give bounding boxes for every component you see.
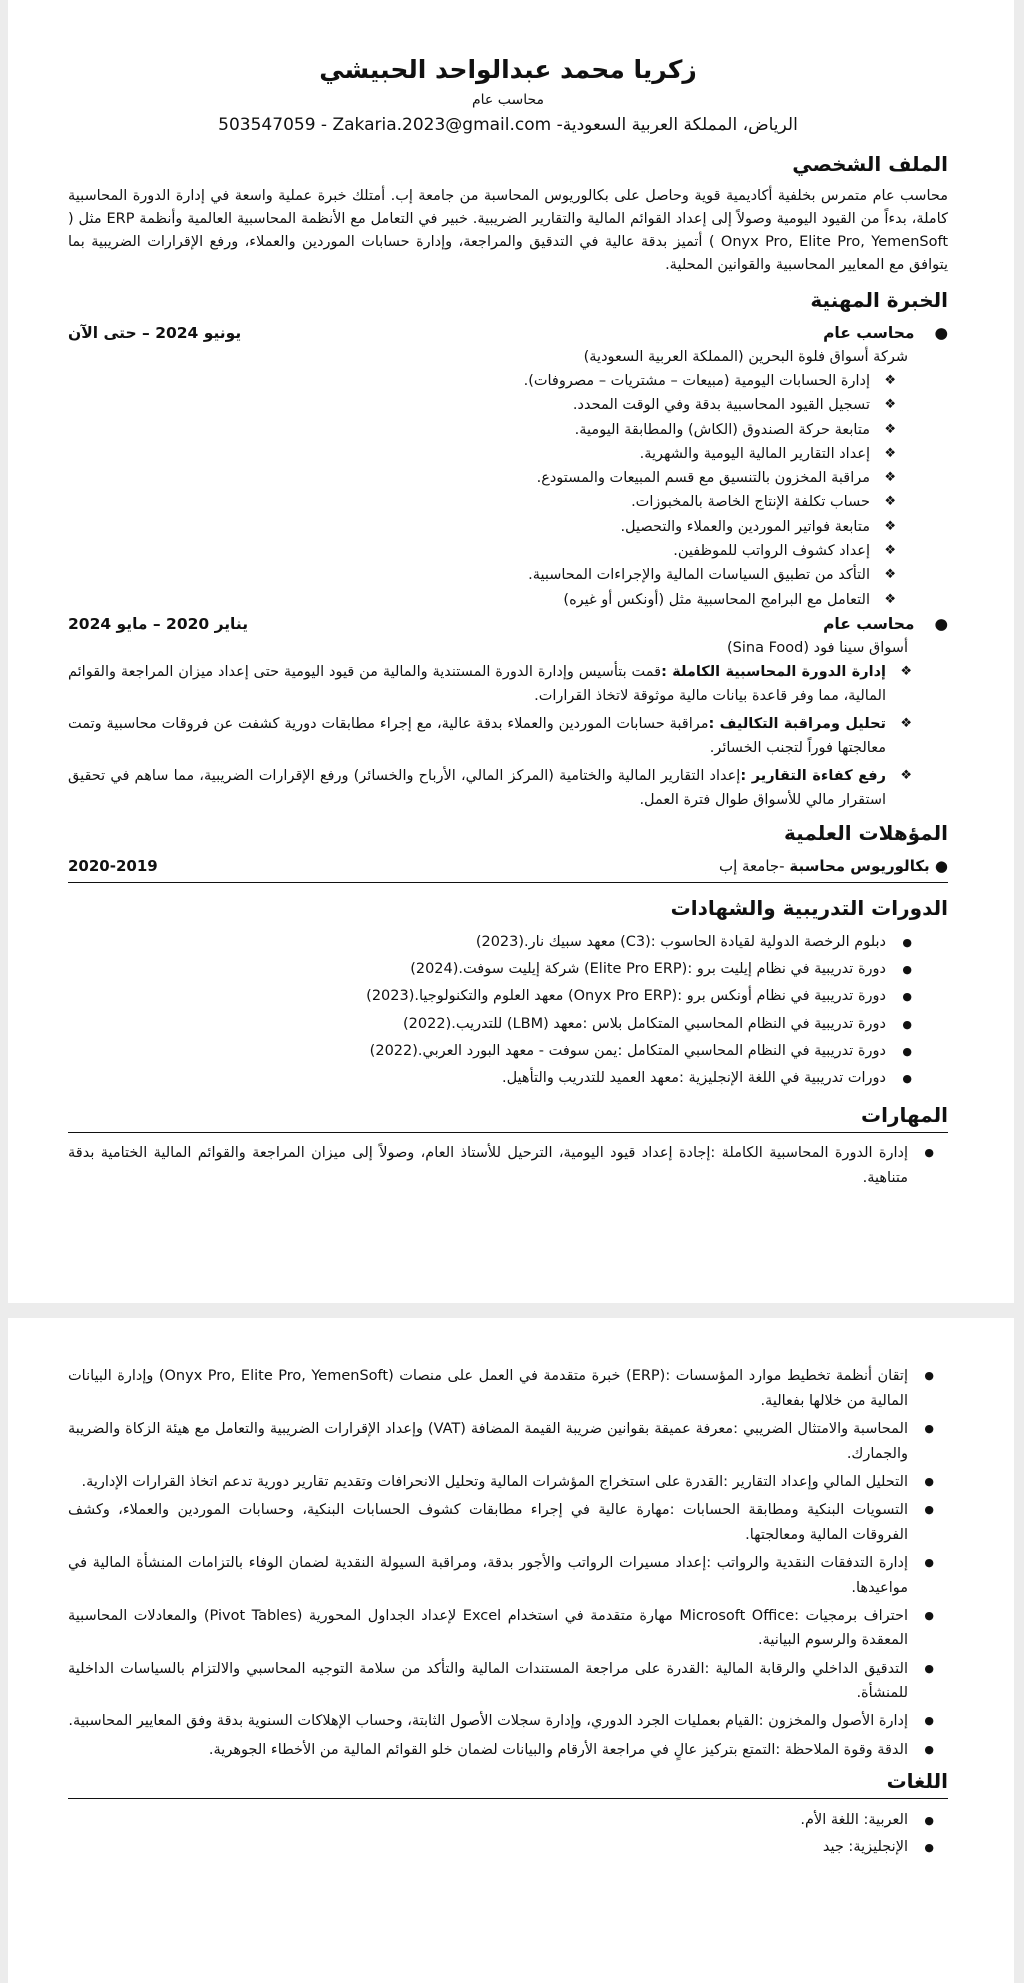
- contact-line: 503547059 - Zakaria.2023@gmail.com -الرياض، المملكة العربية السعودية: [218, 115, 798, 135]
- bullet-icon: ●: [924, 1369, 934, 1382]
- list-item: ❖ إدارة الدورة المحاسبية الكاملة :قمت بتأسيس وإدارة الدورة المستندية والمالية من قيود اليومية حتى إعداد ميزان المراجعة والقوائم المالية، مما وفر قاعدة بيانات مالية موثوقة لاتخاذ القرارات.: [68, 660, 886, 708]
- languages-heading: اللغات: [68, 1766, 948, 1799]
- resume-page-1: [8, 0, 1014, 1303]
- list-item: ● دورات تدريبية في اللغة الإنجليزية :معهد العميد للتدريب والتأهيل.: [68, 1065, 886, 1092]
- languages-list: [68, 1807, 948, 1861]
- experience-heading: الخبرة المهنية: [810, 288, 948, 312]
- diamond-bullet-icon: ❖: [884, 397, 896, 413]
- candidate-role: محاسب عام: [471, 92, 545, 108]
- list-item: ❖ رفع كفاءة التقارير :إعداد التقارير المالية والختامية (المركز المالي، الأرباح والخسائر) ورفع الإقرارات الضريبية، مما ساهم في تحقيق استقرار مالي للأسواق طوال فترة العمل.: [68, 764, 886, 812]
- diamond-bullet-icon: ❖: [900, 767, 912, 783]
- job-title: محاسب عام: [823, 614, 915, 633]
- diamond-bullet-icon: ❖: [884, 494, 896, 510]
- company-name: شركة أسواق فلوة البحرين (المملكة العربية السعودية): [583, 349, 908, 365]
- list-item: ● إتقان أنظمة تخطيط موارد المؤسسات :(ERP) خبرة متقدمة في العمل على منصات (Onyx Pro, Elite Pro, YemenSoft) وإدارة البيانات المالية من خلالها بفعالية.: [68, 1364, 908, 1414]
- list-item: ● احتراف برمجيات :Microsoft Office مهارة متقدمة في استخدام Excel لإعداد الجداول المحورية (Pivot Tables) والمعادلات المحاسبية المعقدة والرسوم البيانية.: [68, 1604, 908, 1654]
- list-item: ● إدارة التدفقات النقدية والرواتب :إعداد مسيرات الرواتب والأجور بدقة، ومراقبة السيولة النقدية لضمان الوفاء بالتزامات المنشأة المالية في مواعيدها.: [68, 1551, 908, 1601]
- diamond-bullet-icon: ❖: [884, 421, 896, 437]
- bullet-icon: ●: [929, 856, 948, 875]
- skills-heading: المهارات: [68, 1100, 948, 1133]
- list-item: ❖ مراقبة المخزون بالتنسيق مع قسم المبيعات والمستودع.: [68, 466, 870, 490]
- bullet-icon: ●: [924, 1502, 934, 1516]
- diamond-bullet-icon: ❖: [884, 518, 896, 534]
- diamond-bullet-icon: ❖: [884, 567, 896, 583]
- job-period: يونيو 2024 – حتى الآن: [68, 324, 242, 342]
- bullet-icon: ●: [934, 324, 948, 342]
- list-item: ● التسويات البنكية ومطابقة الحسابات :مهارة عالية في إجراء مطابقات كشوف الحسابات البنكية، وحسابات الموردين والعملاء، وكشف الفروقات المالية ومعالجتها.: [68, 1498, 908, 1548]
- list-item: ● الإنجليزية: جيد: [68, 1834, 908, 1861]
- diamond-bullet-icon: ❖: [884, 470, 896, 486]
- list-item: ❖ التأكد من تطبيق السياسات المالية والإجراءات المحاسبية.: [68, 563, 870, 587]
- bullet-icon: ●: [924, 1146, 934, 1160]
- resume-page-2: [8, 1318, 1014, 1983]
- achievements-list: [68, 660, 948, 812]
- bullet-icon: ●: [934, 614, 948, 633]
- bullet-icon: ●: [924, 1714, 934, 1728]
- skills-list-continued: [68, 1364, 948, 1762]
- bullet-icon: ●: [902, 963, 912, 977]
- bullet-icon: ●: [924, 1608, 934, 1622]
- list-item: ● التدقيق الداخلي والرقابة المالية :القدرة على مراجعة المستندات المالية والتأكد من سلامة التوجيه المحاسبي والالتزام بالسياسات الداخلية للمنشأة.: [68, 1657, 908, 1707]
- diamond-bullet-icon: ❖: [884, 445, 896, 461]
- job-header: [68, 612, 948, 636]
- list-item: ❖ متابعة حركة الصندوق (الكاش) والمطابقة اليومية.: [68, 418, 870, 442]
- bullet-icon: ●: [902, 1071, 912, 1085]
- diamond-bullet-icon: ❖: [884, 543, 896, 559]
- bullet-icon: ●: [924, 1742, 934, 1756]
- job-header: [68, 321, 948, 345]
- list-item: ● المحاسبة والامتثال الضريبي :معرفة عميقة بقوانين ضريبة القيمة المضافة (VAT) وإعداد الإقرارات الضريبية والتعامل مع هيئة الزكاة والضريبة والجمارك.: [68, 1417, 908, 1467]
- list-item: ● دورة تدريبية في نظام أونكس برو :(Onyx Pro ERP) معهد العلوم والتكنولوجيا.(2023): [68, 983, 886, 1010]
- bullet-icon: ●: [902, 990, 912, 1004]
- list-item: ❖ تحليل ومراقبة التكاليف :مراقبة حسابات الموردين والعملاء بدقة عالية، مع إجراء مطابقات دورية كشفت عن فروقات محاسبية وتمت معالجتها فوراً لتجنب الخسائر.: [68, 712, 886, 760]
- diamond-bullet-icon: ❖: [884, 591, 896, 607]
- bullet-icon: ●: [924, 1421, 934, 1435]
- candidate-name: زكريا محمد عبدالواحد الحبيشي: [319, 55, 697, 84]
- job-title: محاسب عام: [823, 324, 915, 342]
- list-item: ● إدارة الأصول والمخزون :القيام بعمليات الجرد الدوري، وإدارة سجلات الأصول الثابتة، وحساب الإهلاكات السنوية بدقة وفق المعايير المحاسبية.: [68, 1709, 908, 1734]
- list-item: ❖ إعداد كشوف الرواتب للموظفين.: [68, 539, 870, 563]
- list-item: ● دورة تدريبية في النظام المحاسبي المتكامل :يمن سوفت - معهد البورد العربي.(2022): [68, 1038, 886, 1065]
- bullet-icon: ●: [924, 1840, 934, 1854]
- list-item: ❖ إدارة الحسابات اليومية (مبيعات – مشتريات – مصروفات).: [68, 369, 870, 393]
- list-item: ❖ إعداد التقارير المالية اليومية والشهرية.: [68, 442, 870, 466]
- skills-list: [68, 1141, 948, 1191]
- list-item: ● التحليل المالي وإعداد التقارير :القدرة على استخراج المؤشرات المالية وتحليل الانحرافات وتقديم تقارير دورية تدعم اتخاذ القرارات الإدارية.: [68, 1470, 908, 1495]
- list-item: ● دورة تدريبية في النظام المحاسبي المتكامل بلاس :معهد (LBM) للتدريب.(2022): [68, 1011, 886, 1038]
- list-item: ● إدارة الدورة المحاسبية الكاملة :إجادة إعداد قيود اليومية، الترحيل للأستاذ العام، وصولاً إلى ميزان المراجعة والقوائم المالية الختامية بدقة متناهية.: [68, 1141, 908, 1191]
- list-item: ❖ تسجيل القيود المحاسبية بدقة وفي الوقت المحدد.: [68, 393, 870, 417]
- bullet-icon: ●: [924, 1661, 934, 1675]
- bullet-icon: ●: [902, 1044, 912, 1058]
- list-item: ● دورة تدريبية في نظام إيليت برو :(Elite Pro ERP) شركة إيليت سوفت.(2024): [68, 956, 886, 983]
- bullet-icon: ●: [902, 935, 912, 949]
- profile-text: محاسب عام متمرس بخلفية أكاديمية قوية وحاصل على بكالوريوس المحاسبة من جامعة إب. أمتلك خبرة عملية واسعة في إدارة الدورة المحاسبية كاملة، بدءاً من القيود اليومية وصولاً إلى إعداد القوائم المالية والتقارير الضريبية. خبير في التعامل مع الأنظمة المحاسبية العالمية وأنظمة ERP مثل ( Onyx Pro, Elite Pro, YemenSoft ) أتميز بدقة عالية في التدقيق والمراجعة، وإدارة حسابات الموردين والعملاء، ورفع الإقرارات الضريبية بما يتوافق مع المعايير المحاسبية والقوانين المحلية.: [68, 188, 949, 273]
- bullet-icon: ●: [902, 1017, 912, 1031]
- list-item: ● العربية: اللغة الأم.: [68, 1807, 908, 1834]
- education-row: [68, 854, 948, 883]
- list-item: ❖ متابعة فواتير الموردين والعملاء والتحصيل.: [68, 515, 870, 539]
- bullet-icon: ●: [924, 1474, 934, 1488]
- courses-list: [68, 929, 948, 1092]
- bullet-icon: ●: [924, 1813, 934, 1827]
- diamond-bullet-icon: ❖: [900, 715, 912, 731]
- list-item: ❖ التعامل مع البرامج المحاسبية مثل (أونكس أو غيره): [68, 588, 870, 612]
- diamond-bullet-icon: ❖: [900, 663, 912, 679]
- bullet-icon: ●: [924, 1555, 934, 1569]
- list-item: ● دبلوم الرخصة الدولية لقيادة الحاسوب :(C3) معهد سبيك نار.(2023): [68, 929, 886, 956]
- education-years: 2020-2019: [68, 856, 158, 875]
- courses-heading: الدورات التدريبية والشهادات: [670, 895, 948, 920]
- education-heading: المؤهلات العلمية: [784, 820, 948, 845]
- duties-list: [68, 369, 948, 612]
- university: -جامعة إب: [718, 856, 790, 875]
- company-name: أسواق سينا فود (Sina Food): [727, 639, 908, 656]
- list-item: ❖ حساب تكلفة الإنتاج الخاصة بالمخبوزات.: [68, 490, 870, 514]
- degree: بكالوريوس محاسبة: [789, 856, 930, 875]
- job-period: يناير 2020 – مايو 2024: [68, 614, 249, 633]
- list-item: ● الدقة وقوة الملاحظة :التمتع بتركيز عالٍ في مراجعة الأرقام والبيانات لضمان خلو القوائم المالية من الأخطاء الجوهرية.: [68, 1738, 908, 1763]
- diamond-bullet-icon: ❖: [884, 373, 896, 388]
- profile-heading: الملف الشخصي: [792, 152, 948, 176]
